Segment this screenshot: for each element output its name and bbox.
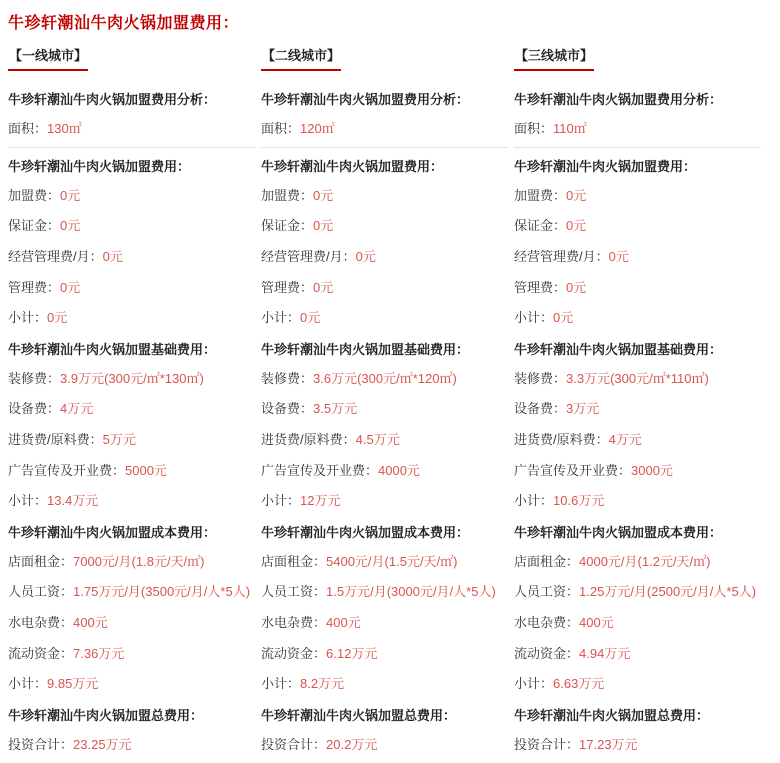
row-utilities (8, 611, 255, 636)
row-label: 面积： (261, 120, 301, 136)
row-label: 人员工资： (261, 584, 327, 600)
row-value: 13.4万元 (47, 493, 99, 509)
row-value: 130㎡ (47, 120, 82, 136)
row-value: 0元 (313, 279, 334, 295)
row-label: 小计： (514, 493, 554, 509)
row-join-fee (8, 184, 255, 209)
row-total-investment (8, 733, 255, 758)
row-value: 0元 (102, 249, 123, 265)
row-value: 7.36万元 (73, 645, 125, 661)
row-label: 流动资金： (514, 645, 580, 661)
row-value: 6.63万元 (553, 676, 605, 692)
section-title-cost: 牛珍轩潮汕牛肉火锅加盟成本费用： (8, 525, 217, 541)
row-value: 3.6万元(300元/㎡*120㎡) (313, 370, 457, 386)
row-value: 5万元 (102, 432, 136, 447)
section-title-basic: 牛珍轩潮汕牛肉火锅加盟基础费用： (8, 342, 217, 358)
row-mgmt-month (8, 245, 255, 270)
row-value: 0元 (313, 218, 334, 234)
row-label: 水电杂费： (261, 614, 327, 630)
row-value: 0元 (566, 218, 587, 234)
row-value: 3.5万元 (313, 401, 358, 417)
row-label: 面积： (514, 120, 554, 136)
row-materials (261, 428, 508, 453)
row-join-fee (514, 184, 761, 209)
row-value: 0元 (553, 310, 574, 326)
row-label: 加盟费： (8, 187, 61, 203)
row-value: 0元 (60, 279, 81, 295)
row-label: 加盟费： (261, 187, 314, 203)
row-label: 小计： (514, 310, 554, 326)
row-label: 小计： (8, 310, 48, 326)
section-title-total: 牛珍轩潮汕牛肉火锅加盟总费用： (8, 708, 204, 723)
row-working-capital (514, 642, 761, 667)
row-label: 装修费： (8, 370, 61, 386)
row-label: 投资合计： (8, 736, 74, 752)
row-value: 20.2万元 (326, 736, 378, 752)
divider (8, 147, 255, 148)
row-value: 12万元 (300, 493, 341, 509)
section-title-total: 牛珍轩潮汕牛肉火锅加盟总费用： (514, 708, 710, 723)
section-title-basic: 牛珍轩潮汕牛肉火锅加盟基础费用： (261, 342, 470, 358)
row-value: 1.5万元/月(3000元/月/人*5人) (326, 584, 496, 600)
row-value: 3万元 (566, 401, 600, 417)
row-subtotal (514, 672, 761, 697)
row-value: 5000元 (125, 462, 167, 478)
row-subtotal (261, 672, 508, 697)
section-title-fee: 牛珍轩潮汕牛肉火锅加盟费用： (261, 159, 444, 175)
row-value: 1.75万元/月(3500元/月/人*5人) (73, 584, 251, 600)
row-label: 小计： (261, 676, 301, 692)
row-subtotal (8, 489, 255, 514)
row-advertising (8, 459, 255, 484)
row-total-investment (261, 733, 508, 758)
row-value: 120㎡ (300, 120, 335, 136)
row-value: 4.5万元 (355, 432, 400, 447)
row-value: 110㎡ (553, 120, 587, 136)
row-mgmt-fee (514, 276, 761, 301)
row-value: 23.25万元 (73, 736, 132, 752)
row-subtotal (514, 489, 761, 514)
row-label: 店面租金： (8, 553, 74, 569)
row-value: 1.25万元/月(2500元/月/人*5人) (579, 584, 757, 600)
row-label: 人员工资： (8, 584, 74, 600)
row-advertising (261, 459, 508, 484)
row-subtotal (8, 672, 255, 697)
row-rent (261, 550, 508, 575)
row-value: 4万元 (608, 432, 642, 447)
row-label: 经营管理费/月： (261, 249, 356, 265)
section-title-cost: 牛珍轩潮汕牛肉火锅加盟成本费用： (261, 525, 470, 541)
row-value: 0元 (300, 310, 321, 326)
row-value: 0元 (608, 249, 629, 265)
row-salary (514, 580, 761, 605)
row-area (261, 117, 508, 142)
row-label: 小计： (261, 493, 301, 509)
row-value: 3.3万元(300元/㎡*110㎡) (566, 370, 709, 386)
row-deposit (261, 214, 508, 239)
row-label: 装修费： (261, 370, 314, 386)
row-decoration (261, 367, 508, 392)
row-area (8, 117, 255, 142)
divider (514, 147, 761, 148)
row-materials (514, 428, 761, 453)
row-join-fee (261, 184, 508, 209)
row-working-capital (261, 642, 508, 667)
row-subtotal (514, 306, 761, 331)
row-subtotal (261, 489, 508, 514)
section-title-analysis: 牛珍轩潮汕牛肉火锅加盟费用分析： (261, 92, 470, 107)
row-utilities (514, 611, 761, 636)
row-label: 经营管理费/月： (514, 249, 609, 265)
row-label: 水电杂费： (8, 614, 74, 630)
row-mgmt-fee (8, 276, 255, 301)
row-label: 管理费： (8, 279, 61, 295)
row-label: 广告宣传及开业费： (514, 462, 632, 478)
row-total-investment (514, 733, 761, 758)
row-value: 8.2万元 (300, 676, 345, 692)
row-materials (8, 428, 255, 453)
row-subtotal (8, 306, 255, 331)
section-title-analysis: 牛珍轩潮汕牛肉火锅加盟费用分析： (8, 92, 217, 107)
row-decoration (8, 367, 255, 392)
row-equipment (8, 397, 255, 422)
row-label: 保证金： (8, 218, 61, 234)
row-label: 小计： (514, 676, 554, 692)
row-label: 管理费： (514, 279, 567, 295)
row-value: 0元 (313, 187, 334, 203)
row-value: 0元 (355, 249, 376, 265)
row-salary (261, 580, 508, 605)
row-value: 400元 (326, 614, 361, 630)
row-value: 6.12万元 (326, 645, 378, 661)
row-value: 0元 (566, 279, 587, 295)
page-title: 牛珍轩潮汕牛肉火锅加盟费用： (8, 15, 240, 32)
row-label: 小计： (8, 676, 48, 692)
row-value: 4.94万元 (579, 645, 631, 661)
row-label: 流动资金： (261, 645, 327, 661)
row-mgmt-month (261, 245, 508, 270)
row-label: 广告宣传及开业费： (8, 462, 126, 478)
row-value: 0元 (60, 187, 81, 203)
row-label: 加盟费： (514, 187, 567, 203)
column-header-tier3: 【三线城市】 (514, 45, 594, 71)
divider (261, 147, 508, 148)
row-label: 面积： (8, 120, 48, 136)
row-label: 进货费/原料费： (514, 432, 609, 447)
row-label: 广告宣传及开业费： (261, 462, 379, 478)
row-rent (8, 550, 255, 575)
row-utilities (261, 611, 508, 636)
row-label: 进货费/原料费： (8, 432, 103, 447)
column-header-tier2: 【二线城市】 (261, 45, 341, 71)
row-label: 设备费： (8, 401, 61, 417)
row-label: 人员工资： (514, 584, 580, 600)
row-label: 管理费： (261, 279, 314, 295)
row-value: 400元 (579, 614, 614, 630)
section-title-analysis: 牛珍轩潮汕牛肉火锅加盟费用分析： (514, 92, 723, 107)
row-rent (514, 550, 761, 575)
row-advertising (514, 459, 761, 484)
section-title-fee: 牛珍轩潮汕牛肉火锅加盟费用： (8, 159, 191, 175)
row-subtotal (261, 306, 508, 331)
row-label: 保证金： (514, 218, 567, 234)
row-value: 3.9万元(300元/㎡*130㎡) (60, 370, 204, 386)
row-area (514, 117, 761, 142)
row-label: 店面租金： (261, 553, 327, 569)
row-label: 小计： (261, 310, 301, 326)
city-tier-column-3 (514, 45, 767, 763)
row-value: 10.6万元 (553, 493, 605, 509)
row-salary (8, 580, 255, 605)
row-value: 4000元/月(1.2元/天/㎡) (579, 553, 711, 569)
row-label: 店面租金： (514, 553, 580, 569)
row-label: 进货费/原料费： (261, 432, 356, 447)
row-label: 设备费： (514, 401, 567, 417)
row-value: 9.85万元 (47, 676, 99, 692)
row-value: 0元 (47, 310, 68, 326)
section-title-total: 牛珍轩潮汕牛肉火锅加盟总费用： (261, 708, 457, 723)
row-working-capital (8, 642, 255, 667)
row-equipment (261, 397, 508, 422)
city-tier-column-2 (261, 45, 514, 763)
row-mgmt-fee (261, 276, 508, 301)
row-label: 流动资金： (8, 645, 74, 661)
row-label: 经营管理费/月： (8, 249, 103, 265)
row-deposit (8, 214, 255, 239)
row-equipment (514, 397, 761, 422)
row-value: 4000元 (378, 462, 420, 478)
row-value: 0元 (60, 218, 81, 234)
row-value: 7000元/月(1.8元/天/㎡) (73, 553, 205, 569)
section-title-cost: 牛珍轩潮汕牛肉火锅加盟成本费用： (514, 525, 723, 541)
row-label: 投资合计： (261, 736, 327, 752)
row-value: 17.23万元 (579, 736, 638, 752)
row-label: 保证金： (261, 218, 314, 234)
row-label: 投资合计： (514, 736, 580, 752)
row-decoration (514, 367, 761, 392)
row-label: 装修费： (514, 370, 567, 386)
row-value: 4万元 (60, 401, 94, 417)
city-tier-column-1 (8, 45, 261, 763)
row-label: 设备费： (261, 401, 314, 417)
section-title-fee: 牛珍轩潮汕牛肉火锅加盟费用： (514, 159, 697, 175)
column-header-tier1: 【一线城市】 (8, 45, 88, 71)
row-value: 5400元/月(1.5元/天/㎡) (326, 553, 458, 569)
row-label: 小计： (8, 493, 48, 509)
city-tier-columns (8, 45, 780, 763)
row-value: 0元 (566, 187, 587, 203)
row-value: 400元 (73, 614, 108, 630)
row-deposit (514, 214, 761, 239)
row-label: 水电杂费： (514, 614, 580, 630)
row-value: 3000元 (631, 462, 673, 478)
row-mgmt-month (514, 245, 761, 270)
section-title-basic: 牛珍轩潮汕牛肉火锅加盟基础费用： (514, 342, 723, 358)
